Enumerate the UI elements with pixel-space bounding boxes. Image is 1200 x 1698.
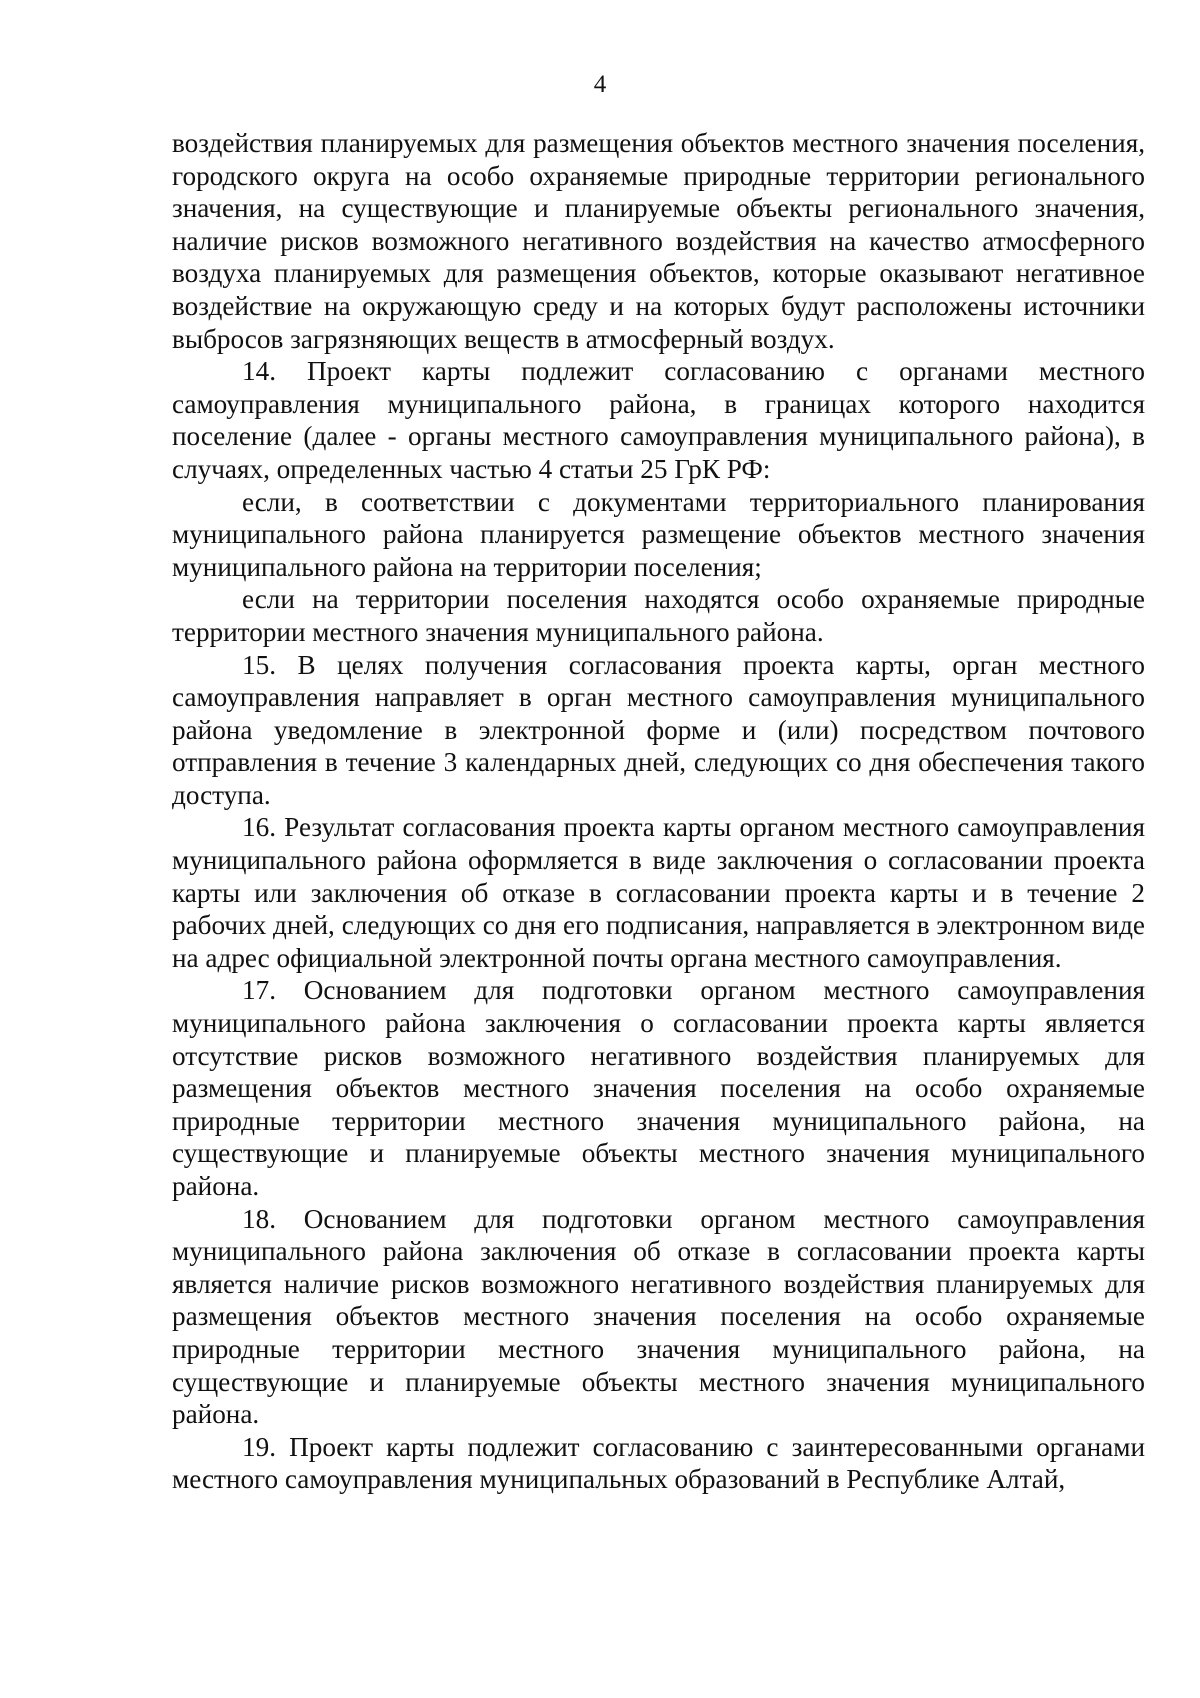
paragraph-15: 15. В целях получения согласования проекта карты, орган местного самоуправления направляет в орган местного самоуправления муниципального района уведомление в электронной форме и (или) посредством почтового отправления в течение 3 календарных дней, следующих со дня обеспечения такого доступа. <box>172 649 1145 810</box>
paragraph-16: 16. Результат согласования проекта карты органом местного самоуправления муниципального района оформляется в виде заключения о согласовании проекта карты или заключения об отказе в согласовании проекта карты и в течение 2 рабочих дней, следующих со дня его подписания, направляется в электронном виде на адрес официальной электронной почты органа местного самоуправления. <box>172 812 1145 973</box>
paragraph-17: 17. Основанием для подготовки органом местного самоуправления муниципального района заключения о согласовании проекта карты является отсутствие рисков возможного негативного воздействия планируемых для размещения объектов местного значения поселения на особо охраняемые природные территории местного значения муниципального района, на существующие и планируемые объекты местного значения муниципального района. <box>172 975 1145 1201</box>
paragraph-14: 14. Проект карты подлежит согласованию с органами местного самоуправления муниципального района, в границах которого находится поселение (далее - органы местного самоуправления муниципального района), в случаях, определенных частью 4 статьи 25 ГрК РФ: <box>172 356 1145 484</box>
paragraph-continuation: воздействия планируемых для размещения объектов местного значения поселения, городского округа на особо охраняемые природные территории регионального значения, на существующие и планируемые объекты регионального значения, наличие рисков возможного негативного воздействия на качество атмосферного воздуха планируемых для размещения объектов, которые оказывают негативное воздействие на окружающую среду и на которых будут расположены источники выбросов загрязняющих веществ в атмосферный воздух. <box>172 128 1145 354</box>
document-body <box>172 127 1145 1496</box>
paragraph-18: 18. Основанием для подготовки органом местного самоуправления муниципального района заключения об отказе в согласовании проекта карты является наличие рисков возможного негативного воздействия планируемых для размещения объектов местного значения поселения на особо охраняемые природные территории местного значения муниципального района, на существующие и планируемые объекты местного значения муниципального района. <box>172 1203 1145 1430</box>
page-number: 4 <box>593 71 607 98</box>
paragraph-19: 19. Проект карты подлежит согласованию с заинтересованными органами местного самоуправления муниципальных образований в Республике Алтай, <box>172 1431 1145 1495</box>
paragraph-14-case-1: если, в соответствии с документами территориального планирования муниципального района планируется размещение объектов местного значения муниципального района на территории поселения; <box>172 486 1145 582</box>
paragraph-14-case-2: если на территории поселения находятся особо охраняемые природные территории местного значения муниципального района. <box>172 584 1145 647</box>
